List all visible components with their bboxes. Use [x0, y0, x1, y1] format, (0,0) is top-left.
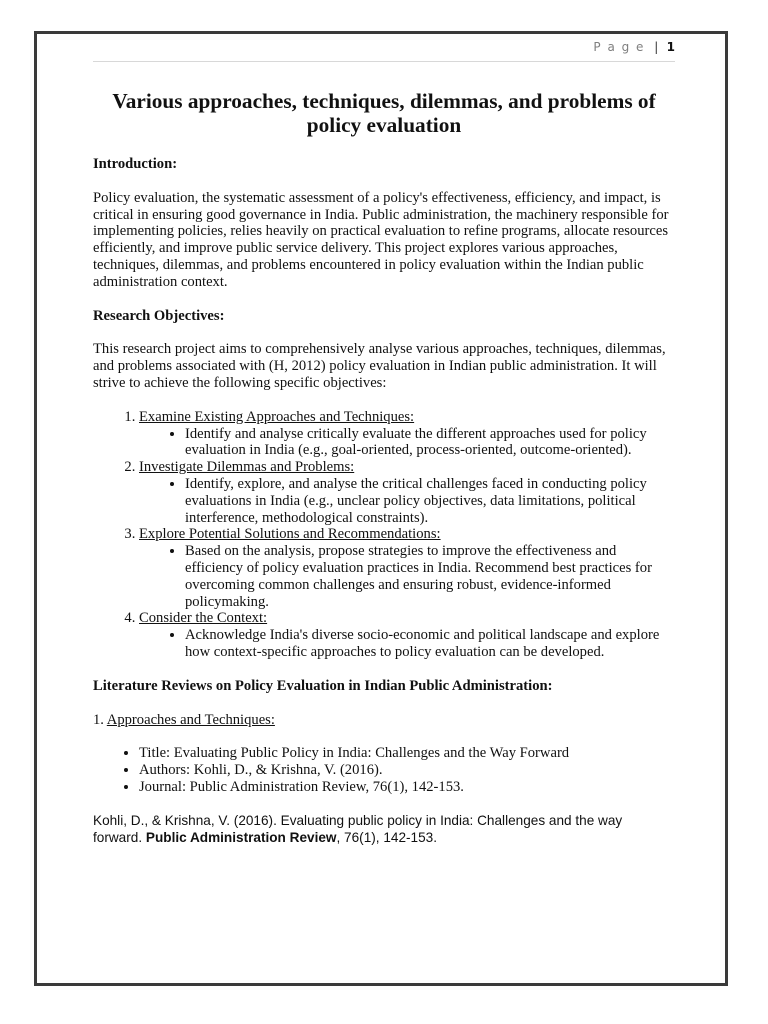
objective-sublist — [139, 476, 675, 526]
citation-authors-title: Kohli, D., & Krishna, V. (2016). Evaluating public policy in India: Challenges and the way forward. — [93, 812, 623, 845]
objective-item — [139, 409, 675, 459]
objective-title: Examine Existing Approaches and Techniques: — [139, 408, 415, 425]
objective-sublist — [139, 426, 675, 460]
research-objectives-paragraph: This research project aims to comprehensively analyse various approaches, techniques, dilemmas, and problems associated with (H, 2012) policy evaluation in Indian public administration. It will strive to achieve the following specific objectives: — [93, 341, 666, 391]
objective-sublist — [139, 543, 675, 610]
page-label: P a g e — [593, 40, 645, 54]
objective-detail: • Identify, explore, and analyse the critical challenges faced in conducting policy evaluations in India (e.g., unclear policy objectives, data limitations, political interference, methodological constraints). — [185, 476, 675, 526]
citation — [93, 813, 675, 847]
document-body — [93, 89, 675, 846]
literature-heading: Literature Reviews on Policy Evaluation in Indian Public Administration: — [93, 677, 553, 694]
subsection-title: Approaches and Techniques: — [106, 711, 275, 728]
objective-item — [139, 610, 675, 660]
objective-item — [139, 526, 675, 610]
citation-volume: , 76(1), 142-153. — [336, 829, 438, 845]
reference-item: • Journal: Public Administration Review, 76(1), 142-153. — [139, 779, 675, 796]
page-number: 1 — [666, 40, 675, 54]
objective-detail: • Acknowledge India's diverse socio-economic and political landscape and explore how context-specific approaches to policy evaluation can be developed. — [185, 627, 675, 661]
objective-detail: • Based on the analysis, propose strategies to improve the effectiveness and efficiency of policy evaluation practices in India. Recommend best practices for overcoming common challenges and ensuring robust, evidence-informed policymaking. — [185, 543, 675, 610]
objective-title: Consider the Context: — [139, 610, 268, 627]
reference-list — [93, 745, 675, 795]
citation-journal: Public Administration Review — [145, 829, 337, 845]
page-separator: | — [654, 40, 659, 54]
reference-item: • Authors: Kohli, D., & Krishna, V. (2016). — [139, 762, 675, 779]
introduction-heading: Introduction: — [93, 156, 178, 172]
reference-item: • Title: Evaluating Public Policy in India: Challenges and the Way Forward — [139, 745, 675, 762]
objective-title: Investigate Dilemmas and Problems: — [139, 459, 355, 476]
objective-title: Explore Potential Solutions and Recommendations: — [139, 526, 441, 543]
objectives-list — [93, 409, 675, 661]
page-header — [93, 40, 675, 62]
objective-item — [139, 459, 675, 526]
research-objectives-heading: Research Objectives: — [93, 307, 225, 324]
subsection-number: 1. — [93, 711, 104, 728]
approaches-subheading — [93, 712, 675, 729]
objective-detail: • Identify and analyse critically evaluate the different approaches used for policy evaluation in India (e.g., goal-oriented, process-oriented, outcome-oriented). — [185, 426, 675, 460]
document-title: Various approaches, techniques, dilemmas, and problems of policy evaluation — [112, 89, 656, 137]
objective-sublist — [139, 627, 675, 661]
introduction-paragraph: Policy evaluation, the systematic assessment of a policy's effectiveness, efficiency, and impact, is critical in ensuring good governance in India. Public administration, the machinery responsible for implementing policies, relies heavily on practical evaluation to refine programs, allocate resources efficiently, and improve public service delivery. This project explores various approaches, techniques, dilemmas, and problems encountered in policy evaluation within the Indian public administration context. — [93, 189, 669, 290]
